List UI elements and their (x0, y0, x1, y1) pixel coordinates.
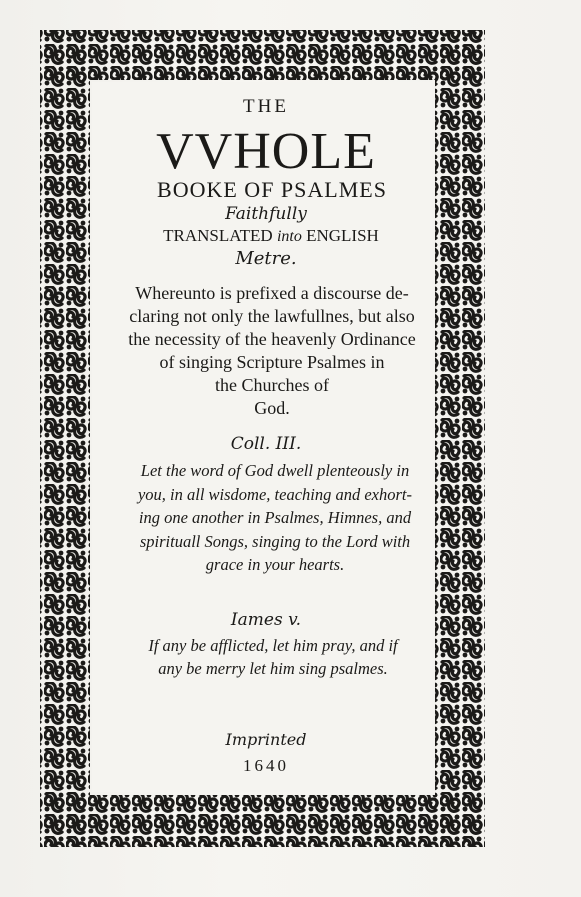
title-faithfully: Faithfully (225, 204, 307, 224)
whereunto-line: God. (254, 398, 290, 418)
coll-verse (102, 459, 448, 577)
into-word: into (276, 228, 302, 245)
title-text-block (96, 86, 436, 796)
whereunto-line: claring not only the lawfullnes, but also (129, 306, 415, 326)
title-whole: VVHOLE (156, 123, 376, 180)
title-metre: Metre. (235, 248, 297, 269)
translated-word: TRANSLATED (163, 226, 273, 245)
verse-line: If any be afflicted, let him pray, and if (148, 636, 398, 655)
english-word: ENGLISH (306, 226, 379, 245)
imprinted-label: Imprinted (225, 730, 307, 749)
whereunto-line: the Churches of (215, 375, 329, 395)
verse-line: spirituall Songs, singing to the Lord with (139, 531, 411, 551)
title-the: THE (243, 96, 289, 117)
verse-line: grace in your hearts. (205, 555, 345, 574)
verse-line: any be merry let him sing psalmes. (158, 659, 388, 678)
whereunto-line: the necessity of the heavenly Ordinance (128, 329, 416, 349)
james-reference: Iames v. (230, 610, 302, 630)
whereunto-paragraph (88, 282, 456, 420)
coll-reference: Coll. III. (230, 434, 302, 454)
verse-line: ing one another in Psalmes, Himnes, and (138, 508, 412, 527)
imprint-year: 1640 (243, 756, 289, 775)
whereunto-line: Whereunto is prefixed a discourse de- (135, 283, 409, 303)
verse-line: you, in all wisdome, teaching and exhort- (137, 484, 413, 504)
title-booke-of-psalmes: BOOKE OF PSALMES (157, 177, 387, 202)
james-verse (98, 634, 448, 680)
whereunto-line: of singing Scripture Psalmes in (159, 352, 385, 372)
title-translated-line (86, 226, 456, 246)
verse-line: Let the word of God dwell plenteously in (140, 461, 410, 480)
